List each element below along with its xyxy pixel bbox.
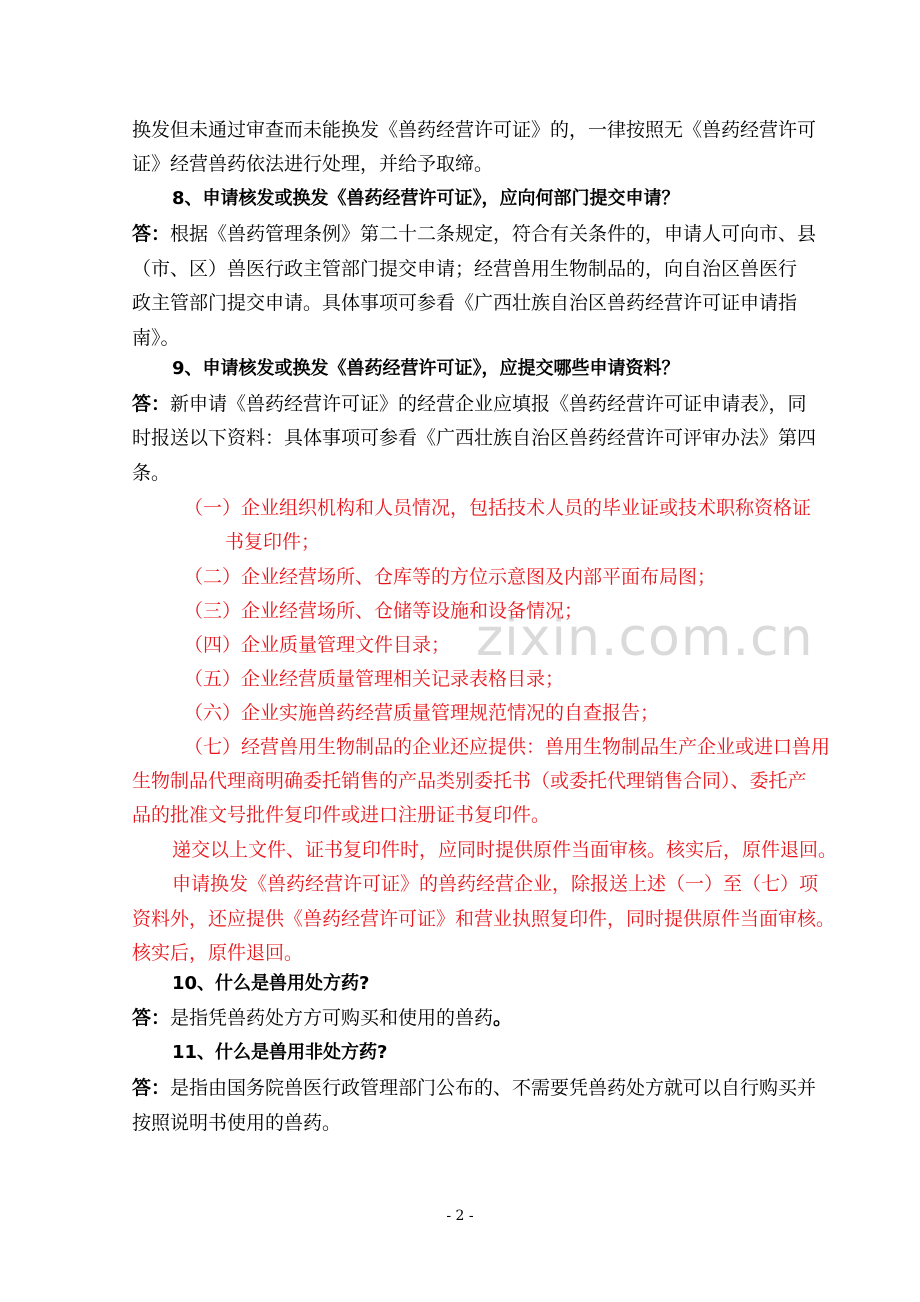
question-text: 8、申请核发或换发《兽药经营许可证》，应向何部门提交申请？ (172, 188, 680, 209)
paragraph-line (132, 117, 816, 143)
renewal-note (172, 871, 818, 897)
answer-8-line (132, 221, 816, 247)
renewal-note-cont (132, 906, 835, 932)
requirement-text: 生物制品代理商明确委托销售的产品类别委托书（或委托代理销售合同）、委托产 (132, 770, 807, 792)
question-text: 9、申请核发或换发《兽药经营许可证》，应提交哪些申请资料？ (172, 358, 680, 379)
requirement-item-7-cont (132, 802, 550, 828)
requirement-text: （二）企业经营场所、仓库等的方位示意图及内部平面布局图； (184, 566, 717, 588)
answer-label: 答： (132, 1077, 171, 1099)
note-text: 递交以上文件、证书复印件时，应同时提供原件当面审核。核实后，原件退回。 (172, 839, 838, 861)
answer-9-line (132, 391, 807, 417)
requirement-item-7 (184, 734, 830, 760)
requirement-text: 书复印件； (225, 531, 321, 553)
requirement-text: 品的批准文号批件复印件或进口注册证书复印件。 (132, 804, 551, 826)
page-number: - 2 - (446, 1208, 474, 1224)
requirement-text: （一）企业组织机构和人员情况，包括技术人员的毕业证或技术职称资格证 (184, 497, 812, 519)
note-text: 申请换发《兽药经营许可证》的兽药经营企业，除报送上述（一）至（七）项 (172, 873, 819, 895)
answer-8-line (132, 290, 797, 316)
answer-text: 政主管部门提交申请。具体事项可参看《广西壮族自治区兽药经营许可证申请指 (132, 292, 798, 314)
answer-8-line (132, 325, 180, 351)
renewal-note-cont (132, 940, 303, 966)
question-11 (172, 1040, 388, 1066)
question-10 (172, 971, 370, 997)
answer-text: 是指凭兽药处方方可购买和使用的兽药 (170, 1007, 494, 1029)
answer-11-line (132, 1110, 341, 1136)
answer-label: 答： (132, 393, 171, 415)
requirement-text: （四）企业质量管理文件目录； (184, 634, 451, 656)
question-text: 10、什么是兽用处方药? (172, 973, 370, 994)
requirement-item-1 (184, 495, 811, 521)
answer-11-line (132, 1075, 816, 1101)
watermark: zixin.com.cn (476, 608, 814, 668)
answer-text: 根据《兽药管理条例》第二十二条规定，符合有关条件的，申请人可向市、县 (170, 223, 817, 245)
requirement-item-1-cont (225, 529, 320, 555)
answer-text: 按照说明书使用的兽药。 (132, 1112, 342, 1134)
question-9 (172, 356, 680, 382)
requirement-text: （六）企业实施兽药经营质量管理规范情况的自查报告； (184, 702, 660, 724)
answer-text: 条。 (132, 462, 171, 484)
answer-text: 是指由国务院兽医行政管理部门公布的、不需要凭兽药处方就可以自行购买并 (170, 1077, 817, 1099)
requirement-item-2 (184, 564, 716, 590)
question-8 (172, 186, 680, 212)
answer-text-end: 。 (493, 1007, 513, 1029)
requirement-item-7-cont (132, 768, 807, 794)
requirement-text: （三）企业经营场所、仓储等设施和设备情况； (184, 600, 584, 622)
answer-9-line (132, 460, 170, 486)
answer-text: 南》。 (132, 327, 180, 349)
requirement-text: （七）经营兽用生物制品的企业还应提供：兽用生物制品生产企业或进口兽用 (184, 736, 831, 758)
answer-label: 答： (132, 1007, 171, 1029)
answer-8-line (132, 256, 797, 282)
answer-text: 时报送以下资料：具体事项可参看《广西壮族自治区兽药经营许可评审办法》第四 (132, 427, 817, 449)
answer-text: （市、区）兽医行政主管部门提交申请；经营兽用生物制品的，向自治区兽医行 (132, 258, 798, 280)
requirement-item-4 (184, 632, 450, 658)
requirement-text: （五）企业经营质量管理相关记录表格目录； (184, 668, 565, 690)
answer-10-line (132, 1005, 512, 1031)
submission-note (172, 837, 837, 863)
answer-label: 答： (132, 223, 171, 245)
answer-9-line (132, 425, 816, 451)
text-line: 换发但未通过审查而未能换发《兽药经营许可证》的，一律按照无《兽药经营许可 (132, 119, 817, 141)
requirement-item-6 (184, 700, 659, 726)
text-line: 证》经营兽药依法进行处理，并给予取缔。 (132, 153, 494, 175)
question-text: 11、什么是兽用非处方药? (172, 1042, 388, 1063)
note-text: 资料外，还应提供《兽药经营许可证》和营业执照复印件，同时提供原件当面审核。 (132, 908, 836, 930)
answer-text: 新申请《兽药经营许可证》的经营企业应填报《兽药经营许可证申请表》，同 (170, 393, 807, 415)
paragraph-line (132, 151, 493, 177)
note-text: 核实后，原件退回。 (132, 942, 304, 964)
requirement-item-5 (184, 666, 564, 692)
